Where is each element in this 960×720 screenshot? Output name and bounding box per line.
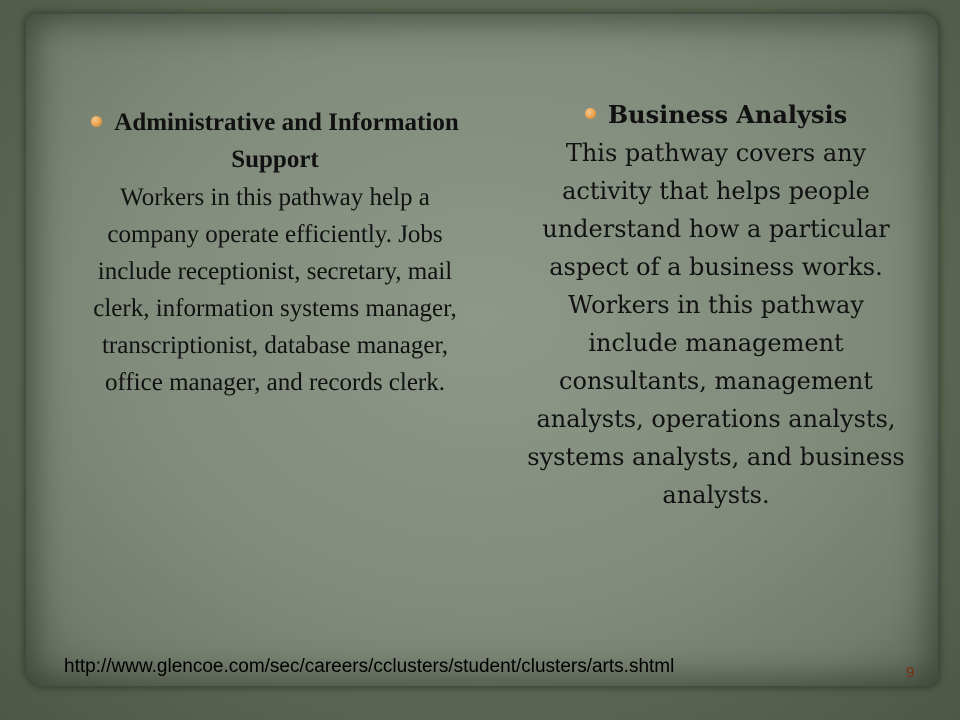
- left-column-heading: Administrative and Information Support: [114, 109, 459, 173]
- right-column-heading-block: [520, 96, 912, 134]
- left-column-heading-block: [82, 104, 468, 178]
- page-number: 9: [906, 664, 915, 681]
- right-column-heading: Business Analysis: [607, 100, 848, 129]
- right-column-body: This pathway covers any activity that helps people understand how a particular aspect of a business works. Workers in this pathway include management consultants, management analysts, operations analysts, systems analysts, and business analysts.: [527, 139, 905, 509]
- right-column: [520, 96, 912, 514]
- footer-url-link[interactable]: http://www.glencoe.com/sec/careers/cclusters/student/clusters/arts.shtml: [64, 656, 675, 677]
- left-column: [82, 104, 468, 401]
- bullet-icon: [585, 108, 596, 119]
- bullet-icon: [91, 116, 102, 127]
- left-column-body: Workers in this pathway help a company operate efficiently. Jobs include receptionist, secretary, mail clerk, information systems manager, transcriptionist, database manager, office manager, and records clerk.: [93, 184, 457, 396]
